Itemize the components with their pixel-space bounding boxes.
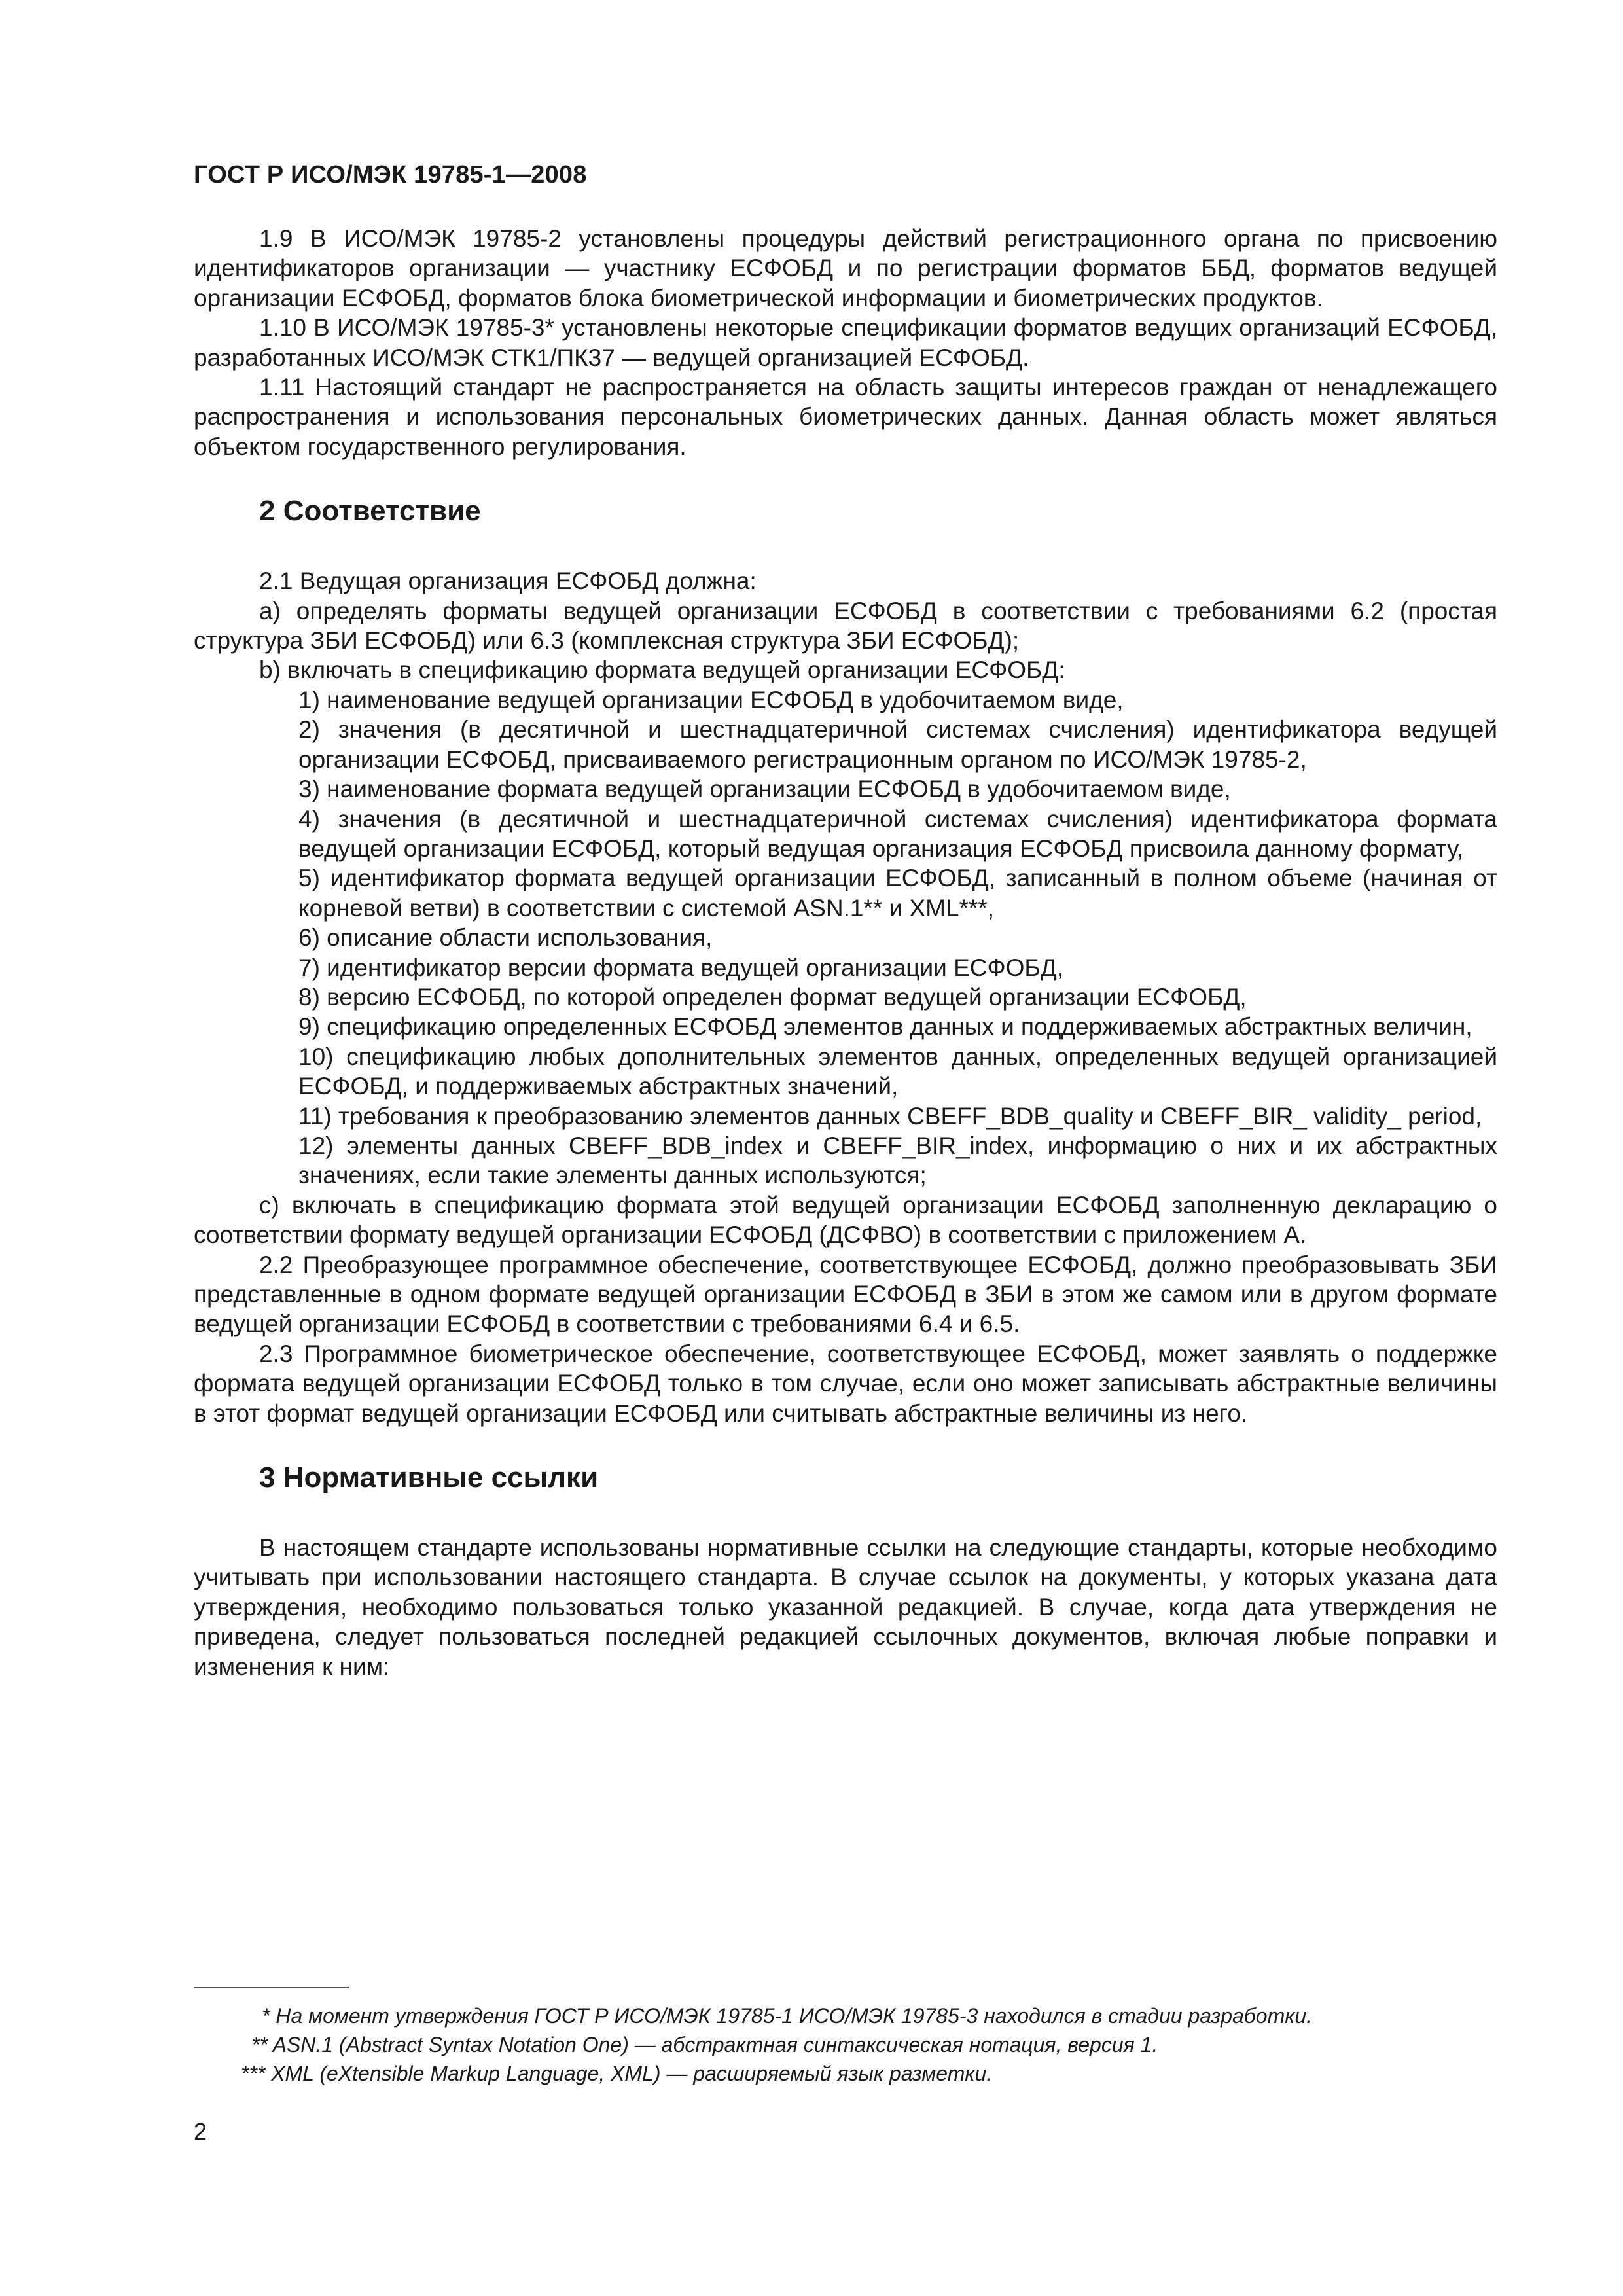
sub-list-item-12: 12) элементы данных CBEFF_BDB_index и CBEFF_BIR_index, информацию о них и их абстрактных значениях, если такие элементы данных используются;: [298, 1132, 1497, 1189]
list-item-b: b) включать в спецификацию формата ведущей организации ЕСФОБД:: [259, 656, 1065, 684]
paragraph-1-11: 1.11 Настоящий стандарт не распространяется на область защиты интересов граждан от ненадлежащего распространения и использования персональных биометрических данных. Данная область может являться объектом государственного регулирования.: [194, 374, 1497, 460]
paragraph-2-3: 2.3 Программное биометрическое обеспечение, соответствующее ЕСФОБД, может заявлять о поддержке формата ведущей организации ЕСФОБД только в том случае, если оно может записывать абстрактные величины в этот формат ведущей организации ЕСФОБД или считывать абстрактные величины из него.: [194, 1340, 1497, 1427]
sub-list-item-9: 9) спецификацию определенных ЕСФОБД элементов данных и поддерживаемых абстрактных величин,: [298, 1013, 1472, 1041]
page-header-title: ГОСТ Р ИСО/МЭК 19785-1—2008: [194, 161, 587, 188]
footnote-3: *** XML (eXtensible Markup Language, XML) — расширяемый язык разметки.: [241, 2062, 993, 2085]
sub-list-item-5: 5) идентификатор формата ведущей организации ЕСФОБД, записанный в полном объеме (начиная от корневой ветви) в соответствии с системой ASN.1** и XML***,: [298, 865, 1497, 922]
sub-list-item-1: 1) наименование ведущей организации ЕСФОБД в удобочитаемом виде,: [298, 686, 1124, 713]
section-2-heading: 2 Соответствие: [259, 495, 481, 528]
page-number: 2: [194, 2118, 207, 2145]
sub-list-item-8: 8) версию ЕСФОБД, по которой определен формат ведущей организации ЕСФОБД,: [298, 983, 1247, 1011]
paragraph-2-1: 2.1 Ведущая организация ЕСФОБД должна:: [259, 567, 757, 595]
list-item-a: a) определять форматы ведущей организации ЕСФОБД в соответствии с требованиями 6.2 (простая структура ЗБИ ЕСФОБД) или 6.3 (комплексная структура ЗБИ ЕСФОБД);: [194, 597, 1497, 655]
sub-list-item-6: 6) описание области использования,: [298, 924, 713, 952]
sub-list-item-2: 2) значения (в десятичной и шестнадцатеричной системах счисления) идентификатора ведущей организации ЕСФОБД, присваиваемого регистрационным органом по ИСО/МЭК 19785-2,: [298, 716, 1497, 773]
sub-list-item-11: 11) требования к преобразованию элементов данных CBEFF_BDB_quality и CBEFF_BIR_ validity_ period,: [298, 1102, 1482, 1130]
sub-list-item-10: 10) спецификацию любых дополнительных элементов данных, определенных ведущей организацией ЕСФОБД, и поддерживаемых абстрактных значений,: [298, 1043, 1497, 1100]
list-item-c: c) включать в спецификацию формата этой ведущей организации ЕСФОБД заполненную декларацию о соответствии формату ведущей организации ЕСФОБД (ДСФВО) в соответствии с приложением А.: [194, 1191, 1497, 1249]
footnotes: [194, 2001, 1497, 2088]
footnote-divider: [194, 1987, 349, 1988]
footnote-1: * На момент утверждения ГОСТ Р ИСО/МЭК 19785-1 ИСО/МЭК 19785-3 находился в стадии разработки.: [262, 2004, 1313, 2028]
main-content: [194, 224, 1497, 1681]
section-3-heading: 3 Нормативные ссылки: [259, 1462, 599, 1494]
paragraph-1-9: 1.9 В ИСО/МЭК 19785-2 установлены процедуры действий регистрационного органа по присвоению идентификаторов организации — участнику ЕСФОБД и по регистрации форматов ББД, форматов ведущей организации ЕСФОБД, форматов блока биометрической информации и биометрических продуктов.: [194, 225, 1497, 312]
paragraph-2-2: 2.2 Преобразующее программное обеспечение, соответствующее ЕСФОБД, должно преобразовывать ЗБИ представленные в одном формате ведущей организации ЕСФОБД в ЗБИ в этом же самом или в другом формате ведущей организации ЕСФОБД в соответствии с требованиями 6.4 и 6.5.: [194, 1251, 1497, 1338]
footnote-2: ** ASN.1 (Abstract Syntax Notation One) — абстрактная синтаксическая нотация, версия 1.: [251, 2033, 1158, 2056]
sub-list-item-4: 4) значения (в десятичной и шестнадцатеричной системах счисления) идентификатора формата ведущей организации ЕСФОБД, который ведущая организация ЕСФОБД присвоила данному формату,: [298, 805, 1497, 862]
sub-list-item-7: 7) идентификатор версии формата ведущей организации ЕСФОБД,: [298, 954, 1064, 981]
paragraph-1-10: 1.10 В ИСО/МЭК 19785-3* установлены некоторые спецификации форматов ведущих организаций ЕСФОБД, разработанных ИСО/МЭК СТК1/ПК37 — ведущей организацией ЕСФОБД.: [194, 314, 1497, 371]
paragraph-3-intro: В настоящем стандарте использованы нормативные ссылки на следующие стандарты, которые необходимо учитывать при использовании настоящего стандарта. В случае ссылок на документы, у которых указана дата утверждения, необходимо пользоваться только указанной редакцией. В случае, когда дата утверждения не приведена, следует пользоваться последней редакцией ссылочных документов, включая любые поправки и изменения к ним:: [194, 1534, 1497, 1680]
sub-list-item-3: 3) наименование формата ведущей организации ЕСФОБД в удобочитаемом виде,: [298, 776, 1231, 803]
